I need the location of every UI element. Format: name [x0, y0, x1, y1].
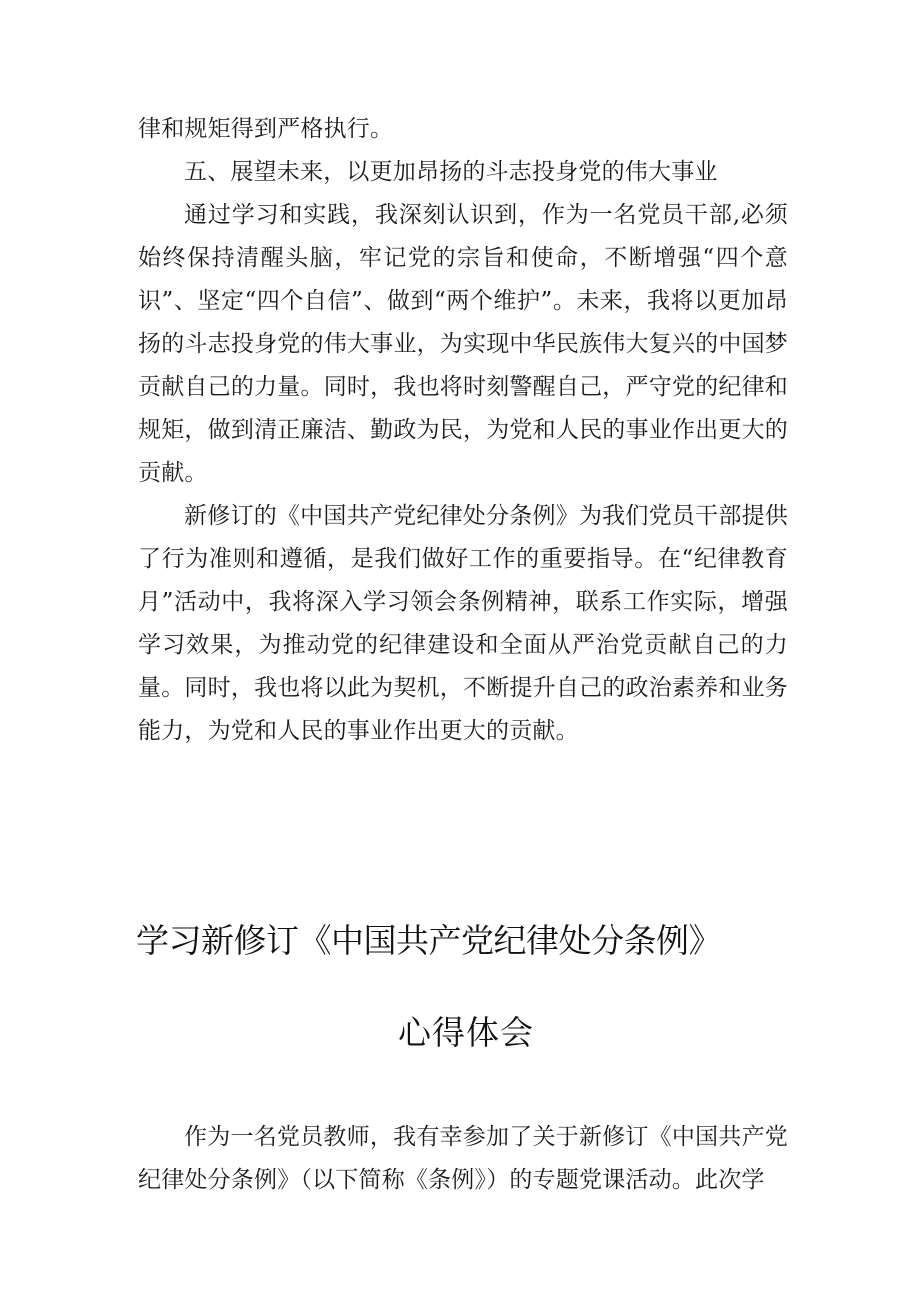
continued-paragraph: 律和规矩得到严格执行。	[138, 116, 394, 142]
document-subtitle: 心得体会	[398, 1013, 534, 1052]
paragraph-intro: 作为一名党员教师，我有幸参加了关于新修订《中国共产党纪律处分条例》（以下简称《条例》）的专题党课活动。此次学	[138, 1124, 788, 1193]
paragraph-reflection: 通过学习和实践，我深刻认识到，作为一名党员干部,必须始终保持清醒头脑，牢记党的宗旨和使命，不断增强“四个意识”、坚定“四个自信”、做到“两个维护”。未来，我将以更加昂扬的斗志投身党的伟大事业，为实现中华民族伟大复兴的中国梦贡献自己的力量。同时，我也将时刻警醒自己，严守党的纪律和规矩，做到清正廉洁、勤政为民，为党和人民的事业作出更大的贡献。	[138, 202, 788, 486]
paragraph-regulation: 新修订的《中国共产党纪律处分条例》为我们党员干部提供了行为准则和遵循，是我们做好工作的重要指导。在“纪律教育月”活动中，我将深入学习领会条例精神，联系工作实际，增强学习效果，为推动党的纪律建设和全面从严治党贡献自己的力量。同时，我也将以此为契机，不断提升自己的政治素养和业务能力，为党和人民的事业作出更大的贡献。	[138, 503, 788, 744]
body-text-bottom	[138, 1116, 788, 1202]
document-title: 学习新修订《中国共产党纪律处分条例》	[136, 921, 721, 960]
section-heading: 五、展望未来，以更加昂扬的斗志投身党的伟大事业	[184, 159, 718, 185]
body-text-top	[138, 108, 788, 753]
